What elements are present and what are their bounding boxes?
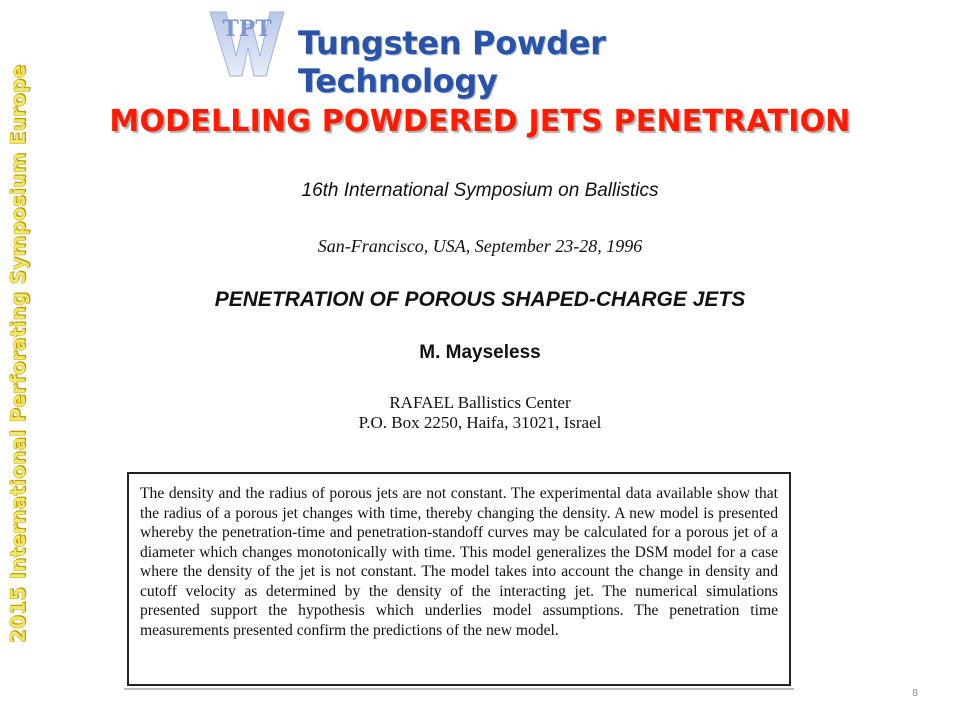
abstract-box bbox=[127, 472, 791, 686]
scan-edge-divider bbox=[124, 688, 794, 690]
side-banner-text: 2015 International Perforating Symposium Europe bbox=[6, 64, 30, 644]
logo-text: Tungsten Powder Technology bbox=[298, 24, 606, 100]
symposium-name: 16th International Symposium on Ballistics bbox=[301, 180, 659, 201]
affiliation-line-1: RAFAEL Ballistics Center bbox=[389, 393, 571, 412]
affiliation-line-2: P.O. Box 2250, Haifa, 31021, Israel bbox=[358, 413, 602, 432]
symposium-venue: San-Francisco, USA, September 23-28, 1996 bbox=[317, 236, 643, 256]
abstract-text: The density and the radius of porous jets are not constant. The experimental data available show that the radius of a porous jet changes with time, thereby changing the density. A new model is presented whereby the penetration-time and penetration-standoff curves may be calculated for a porous jet of a diameter which changes monotonically with time. This model generalizes the DSM model for a case where the density of the jet is not constant. The model takes into account the change in density and cutoff velocity as determined by the density of the interacting jet. The numerical simulations presented support the hypothesis which underlies model assumptions. The penetration time measurements presented confirm the predictions of the new model. bbox=[140, 485, 778, 639]
tpt-logo-mark bbox=[208, 6, 286, 80]
slide-title: MODELLING POWDERED JETS PENETRATION bbox=[109, 104, 851, 139]
paper-title: PENETRATION OF POROUS SHAPED-CHARGE JETS bbox=[214, 288, 746, 311]
page-number: 8 bbox=[912, 688, 918, 699]
logo-mark-letters: TPT bbox=[222, 16, 272, 42]
paper-author: M. Mayseless bbox=[419, 342, 541, 363]
company-logo bbox=[208, 6, 708, 100]
